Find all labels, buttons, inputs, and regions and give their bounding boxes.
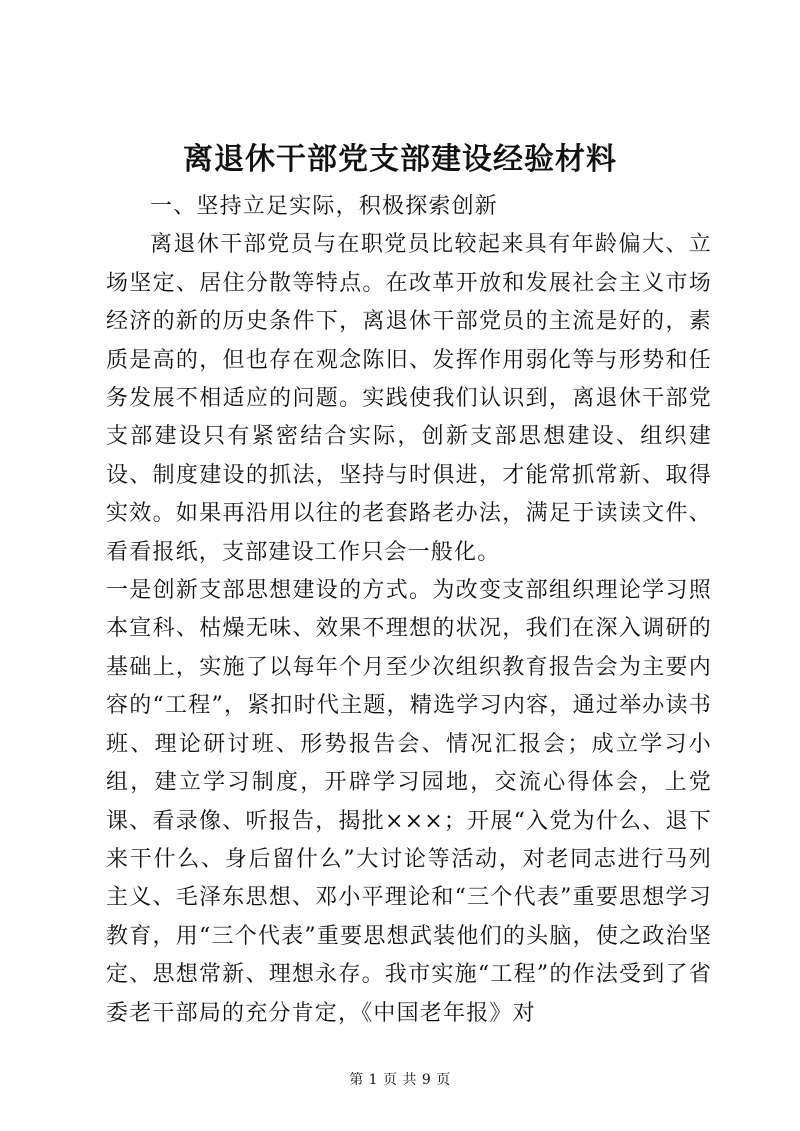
- body-paragraph: 离退休干部党员与在职党员比较起来具有年龄偏大、立场坚定、居住分散等特点。在改革开放和发展社会主义市场经济的新的历史条件下，离退休干部党员的主流是好的，素质是高的，但也存在观念陈旧、发挥作用弱化等与形势和任务发展不相适应的问题。实践使我们认识到，离退休干部党支部建设只有紧密结合实际，创新支部思想建设、组织建设、制度建设的抓法，坚持与时俱进，才能常抓常新、取得实效。如果再沿用以往的老套路老办法，满足于读读文件、看看报纸，支部建设工作只会一般化。: [106, 232, 712, 565]
- body-paragraph: 一是创新支部思想建设的方式。为改变支部组织理论学习照本宣科、枯燥无味、效果不理想的状况，我们在深入调研的基础上，实施了以每年个月至少次组织教育报告会为主要内容的“工程”，紧扣时代主题，精选学习内容，通过举办读书班、理论研讨班、形势报告会、情况汇报会；成立学习小组，建立学习制度，开辟学习园地，交流心得体会，上党课、看录像、听报告，揭批×××；开展“入党为什么、退下来干什么、身后留什么”大讨论等活动，对老同志进行马列主义、毛泽东思想、邓小平理论和“三个代表”重要思想学习教育，用“三个代表”重要思想武装他们的头脑，使之政治坚定、思想常新、理想永存。我市实施“工程”的作法受到了省委老干部局的充分肯定，《中国老年报》对: [106, 578, 712, 1026]
- document-body: [106, 188, 712, 1033]
- page-number-footer: 第 1 页 共 9 页: [349, 1072, 451, 1088]
- document-title: 离退休干部党支部建设经验材料: [183, 142, 617, 177]
- section-heading: 一、坚持立足实际，积极探索创新: [150, 194, 499, 219]
